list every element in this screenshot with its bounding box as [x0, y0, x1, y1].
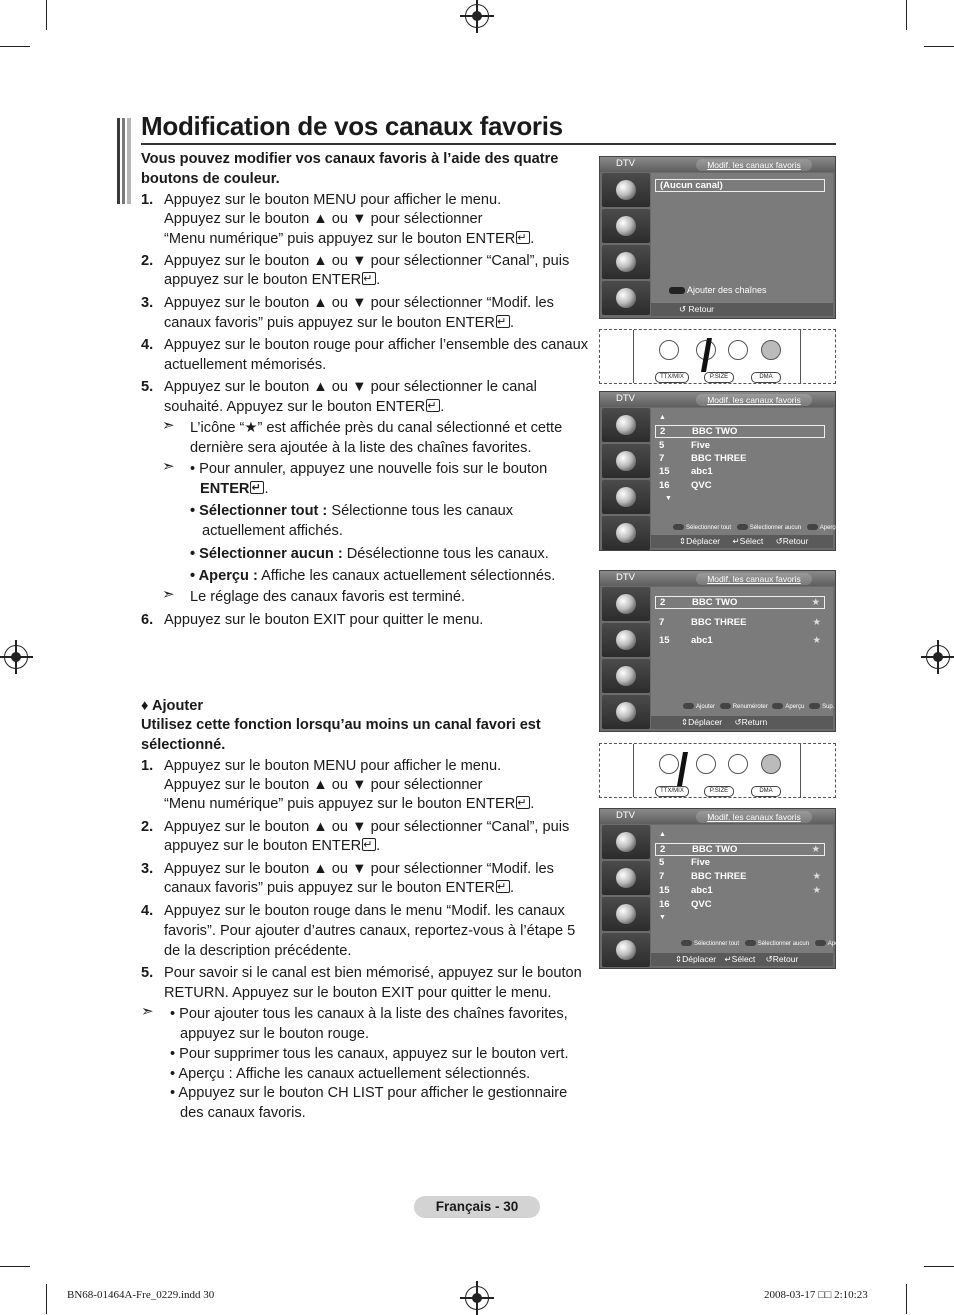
- tv-screen-channel-list: [599, 391, 839, 551]
- add-step-2-line: appuyez sur le bouton ENTER↵ .: [164, 836, 380, 856]
- channel-row[interactable]: 2 BBC TWO: [655, 425, 825, 438]
- remote-label: DMA: [751, 786, 781, 797]
- remote-label: DMA: [751, 372, 781, 383]
- channel-row[interactable]: 16 QVC: [659, 899, 712, 910]
- favorite-row[interactable]: 15 abc1 ★: [659, 635, 821, 646]
- step-5-line: souhaité. Appuyez sur le bouton ENTER↵ .: [164, 397, 444, 417]
- add-step-3-line: Appuyez sur le bouton ▲ ou ▼ pour sélectionner “Modif. les: [164, 861, 554, 877]
- scroll-down-icon[interactable]: ▼: [665, 495, 672, 502]
- step-2-line: appuyez sur le bouton ENTER↵ .: [164, 270, 380, 290]
- page-number-badge: Français - 30: [414, 1196, 540, 1218]
- yellow-button-icon: [728, 340, 748, 360]
- sound-menu-icon: [602, 209, 650, 243]
- registration-mark-icon: [4, 645, 28, 669]
- note-line: • Pour annuler, appuyez une nouvelle fois sur le bouton: [190, 461, 548, 477]
- sound-menu-icon: [602, 444, 650, 478]
- menu-sidebar: [602, 173, 650, 317]
- add-note-line: • Aperçu : Affiche les canaux actuellement sélectionnés.: [170, 1066, 531, 1082]
- screen-title: Modif. les canaux favoris: [696, 811, 812, 823]
- title-decoration: [117, 118, 131, 204]
- enter-icon: [250, 481, 264, 494]
- screen-header-label: DTV: [616, 810, 635, 821]
- crop-mark: [924, 1266, 954, 1267]
- add-note-line: des canaux favoris.: [180, 1105, 306, 1121]
- step-1-line: Appuyez sur le bouton ▲ ou ▼ pour sélectionner: [164, 211, 483, 227]
- registration-mark-icon: [465, 1286, 489, 1310]
- screen-bottom-bar: ⇕Déplacer ↵Sélect ↺Retour: [651, 535, 833, 548]
- add-step-4-line: favoris”. Pour ajouter d’autres canaux, reportez-vous à l’étape 5: [164, 923, 576, 939]
- remote-label: TTX/MIX: [655, 786, 689, 797]
- enter-icon: [516, 796, 530, 809]
- crop-mark: [46, 0, 47, 30]
- add-step-5-line: RETURN. Appuyez sur le bouton EXIT pour quitter le menu.: [164, 985, 552, 1001]
- step-number: 2.: [141, 819, 154, 835]
- remote-illustration: [599, 329, 836, 384]
- print-slug-file: BN68-01464A-Fre_0229.indd 30: [67, 1289, 215, 1301]
- color-legend: Ajouter Renuméroter Aperçu Sup.: [683, 703, 834, 710]
- step-number: 3.: [141, 295, 154, 311]
- remote-label: TTX/MIX: [655, 372, 689, 383]
- input-menu-icon: [602, 695, 650, 729]
- add-step-1-line: “Menu numérique” puis appuyez sur le bouton ENTER↵ .: [164, 794, 534, 814]
- blue-button-icon: [761, 340, 781, 360]
- picture-menu-icon: [602, 825, 650, 859]
- step-number: 1.: [141, 192, 154, 208]
- apercu-line: • Aperçu : Affiche les canaux actuellement sélectionnés.: [190, 568, 556, 584]
- input-menu-icon: [602, 933, 650, 967]
- note-arrow-icon: ➣: [162, 586, 175, 603]
- screen-header-label: DTV: [616, 158, 635, 169]
- enter-icon: [516, 231, 530, 244]
- favorite-row[interactable]: 7 BBC THREE ★: [659, 617, 821, 628]
- channel-row[interactable]: 5 Five: [659, 440, 711, 451]
- empty-channel-row[interactable]: (Aucun canal): [655, 179, 825, 192]
- scroll-up-icon[interactable]: ▲: [659, 831, 666, 838]
- channel-row[interactable]: 15 abc1 ★: [659, 885, 821, 896]
- registration-mark-icon: [926, 645, 950, 669]
- input-menu-icon: [602, 516, 650, 550]
- remote-illustration: [599, 743, 836, 798]
- section-intro: Utilisez cette fonction lorsqu’au moins un canal favori est: [141, 717, 541, 733]
- setup-menu-icon: [602, 245, 650, 279]
- setup-menu-icon: [602, 659, 650, 693]
- add-step-1-line: Appuyez sur le bouton MENU pour afficher le menu.: [164, 758, 502, 774]
- tv-screen-favorites: [599, 570, 836, 732]
- section-intro: sélectionné.: [141, 737, 226, 753]
- step-number: 1.: [141, 758, 154, 774]
- page-title: Modification de vos canaux favoris: [141, 111, 563, 141]
- step-number: 5.: [141, 379, 154, 395]
- registration-mark-icon: [465, 4, 489, 28]
- channel-row[interactable]: 2 BBC TWO ★: [655, 843, 825, 856]
- step-number: 5.: [141, 965, 154, 981]
- add-step-1-line: Appuyez sur le bouton ▲ ou ▼ pour sélectionner: [164, 777, 483, 793]
- picture-menu-icon: [602, 408, 650, 442]
- enter-icon: [496, 315, 510, 328]
- blue-button-icon: [761, 754, 781, 774]
- step-4-line: actuellement mémorisés.: [164, 357, 327, 373]
- color-legend: Sélectionner tout Sélectionner aucun Aperçu: [681, 940, 847, 947]
- crop-mark: [46, 1284, 47, 1314]
- crop-mark: [906, 0, 907, 30]
- step-3-line: canaux favoris” puis appuyez sur le bouton ENTER↵ .: [164, 313, 514, 333]
- setup-menu-icon: [602, 480, 650, 514]
- tv-screen-add-favorites: [599, 808, 847, 969]
- step-5-line: Appuyez sur le bouton ▲ ou ▼ pour sélectionner le canal: [164, 379, 537, 395]
- section-heading: ♦ Ajouter: [141, 698, 204, 714]
- red-button-icon: [659, 754, 679, 774]
- step-2-line: Appuyez sur le bouton ▲ ou ▼ pour sélectionner “Canal”, puis: [164, 253, 570, 269]
- remote-label: P.SIZE: [704, 372, 734, 383]
- step-3-line: Appuyez sur le bouton ▲ ou ▼ pour sélectionner “Modif. les: [164, 295, 554, 311]
- sound-menu-icon: [602, 623, 650, 657]
- channel-row[interactable]: 15 abc1: [659, 466, 713, 477]
- intro-line-2: boutons de couleur.: [141, 171, 280, 187]
- add-channels-hint[interactable]: Ajouter des chaînes: [669, 285, 767, 295]
- tv-screen-empty: [599, 156, 836, 319]
- channel-row[interactable]: 16 QVC: [659, 480, 712, 491]
- green-button-icon: [696, 754, 716, 774]
- step-1-line: “Menu numérique” puis appuyez sur le bouton ENTER↵ .: [164, 229, 534, 249]
- select-all-line: • Sélectionner tout : Sélectionne tous les canaux: [190, 503, 514, 519]
- note-line: dernière sera ajoutée à la liste des chaînes favorites.: [190, 440, 532, 456]
- sound-menu-icon: [602, 861, 650, 895]
- step-4-line: Appuyez sur le bouton rouge pour afficher l’ensemble des canaux: [164, 337, 589, 353]
- crop-mark: [906, 1284, 907, 1314]
- screen-bottom-bar: ⇕Déplacer ↺Return: [651, 716, 833, 729]
- add-step-3-line: canaux favoris” puis appuyez sur le bouton ENTER↵ .: [164, 878, 514, 898]
- add-step-5-line: Pour savoir si le canal est bien mémorisé, appuyez sur le bouton: [164, 965, 582, 981]
- scroll-down-icon[interactable]: ▼: [659, 914, 666, 921]
- note-arrow-icon: ➣: [141, 1003, 154, 1020]
- note-line: ENTER↵ .: [200, 479, 269, 499]
- add-note-line: • Pour supprimer tous les canaux, appuyez sur le bouton vert.: [170, 1046, 569, 1062]
- setup-menu-icon: [602, 897, 650, 931]
- crop-mark: [0, 46, 30, 47]
- screen-bottom-bar: ↺ Retour: [651, 303, 833, 316]
- print-slug-date: 2008-03-17 □□ 2:10:23: [764, 1289, 868, 1301]
- screen-header-label: DTV: [616, 572, 635, 583]
- remote-label: P.SIZE: [704, 786, 734, 797]
- crop-mark: [924, 46, 954, 47]
- enter-icon: [362, 272, 376, 285]
- step-1-line: Appuyez sur le bouton MENU pour afficher le menu.: [164, 192, 502, 208]
- add-step-4-line: Appuyez sur le bouton rouge dans le menu “Modif. les canaux: [164, 903, 565, 919]
- enter-icon: [426, 399, 440, 412]
- crop-mark: [0, 1266, 30, 1267]
- add-note-line: • Appuyez sur le bouton CH LIST pour afficher le gestionnaire: [170, 1085, 568, 1101]
- favorite-row[interactable]: 2 BBC TWO ★: [655, 596, 825, 609]
- picture-menu-icon: [602, 587, 650, 621]
- title-rule: [141, 143, 836, 145]
- add-note-line: • Pour ajouter tous les canaux à la liste des chaînes favorites,: [170, 1006, 568, 1022]
- add-note-line: appuyez sur le bouton rouge.: [180, 1026, 370, 1042]
- red-button-icon: [659, 340, 679, 360]
- enter-icon: [362, 838, 376, 851]
- step-number: 6.: [141, 612, 154, 628]
- screen-title: Modif. les canaux favoris: [696, 394, 812, 406]
- screen-title: Modif. les canaux favoris: [696, 573, 812, 585]
- step-number: 4.: [141, 337, 154, 353]
- screen-header-label: DTV: [616, 393, 635, 404]
- note-arrow-icon: ➣: [162, 417, 175, 434]
- select-none-line: • Sélectionner aucun : Désélectionne tous les canaux.: [190, 546, 549, 562]
- select-all-line: actuellement affichés.: [202, 523, 343, 539]
- note-line: Le réglage des canaux favoris est terminé.: [190, 589, 466, 605]
- screen-title: Modif. les canaux favoris: [696, 159, 812, 171]
- add-step-2-line: Appuyez sur le bouton ▲ ou ▼ pour sélectionner “Canal”, puis: [164, 819, 570, 835]
- color-legend: Sélectionner tout Sélectionner aucun Aperçu: [673, 524, 839, 531]
- add-step-4-line: de la description précédente.: [164, 943, 352, 959]
- enter-icon: [496, 880, 510, 893]
- step-number: 3.: [141, 861, 154, 877]
- step-number: 4.: [141, 903, 154, 919]
- note-arrow-icon: ➣: [162, 458, 175, 475]
- input-menu-icon: [602, 281, 650, 315]
- screen-bottom-bar: ⇕Déplacer ↵Sélect ↺Retour: [651, 953, 833, 966]
- picture-menu-icon: [602, 173, 650, 207]
- intro-line-1: Vous pouvez modifier vos canaux favoris à l’aide des quatre: [141, 151, 559, 167]
- channel-row[interactable]: 7 BBC THREE ★: [659, 871, 821, 882]
- note-line: L’icône “★” est affichée près du canal sélectionné et cette: [190, 420, 563, 436]
- step-6-line: Appuyez sur le bouton EXIT pour quitter le menu.: [164, 612, 484, 628]
- channel-row[interactable]: 5 Five: [659, 857, 711, 868]
- yellow-button-icon: [728, 754, 748, 774]
- channel-row[interactable]: 7 BBC THREE: [659, 453, 747, 464]
- scroll-up-icon[interactable]: ▲: [659, 414, 666, 421]
- step-number: 2.: [141, 253, 154, 269]
